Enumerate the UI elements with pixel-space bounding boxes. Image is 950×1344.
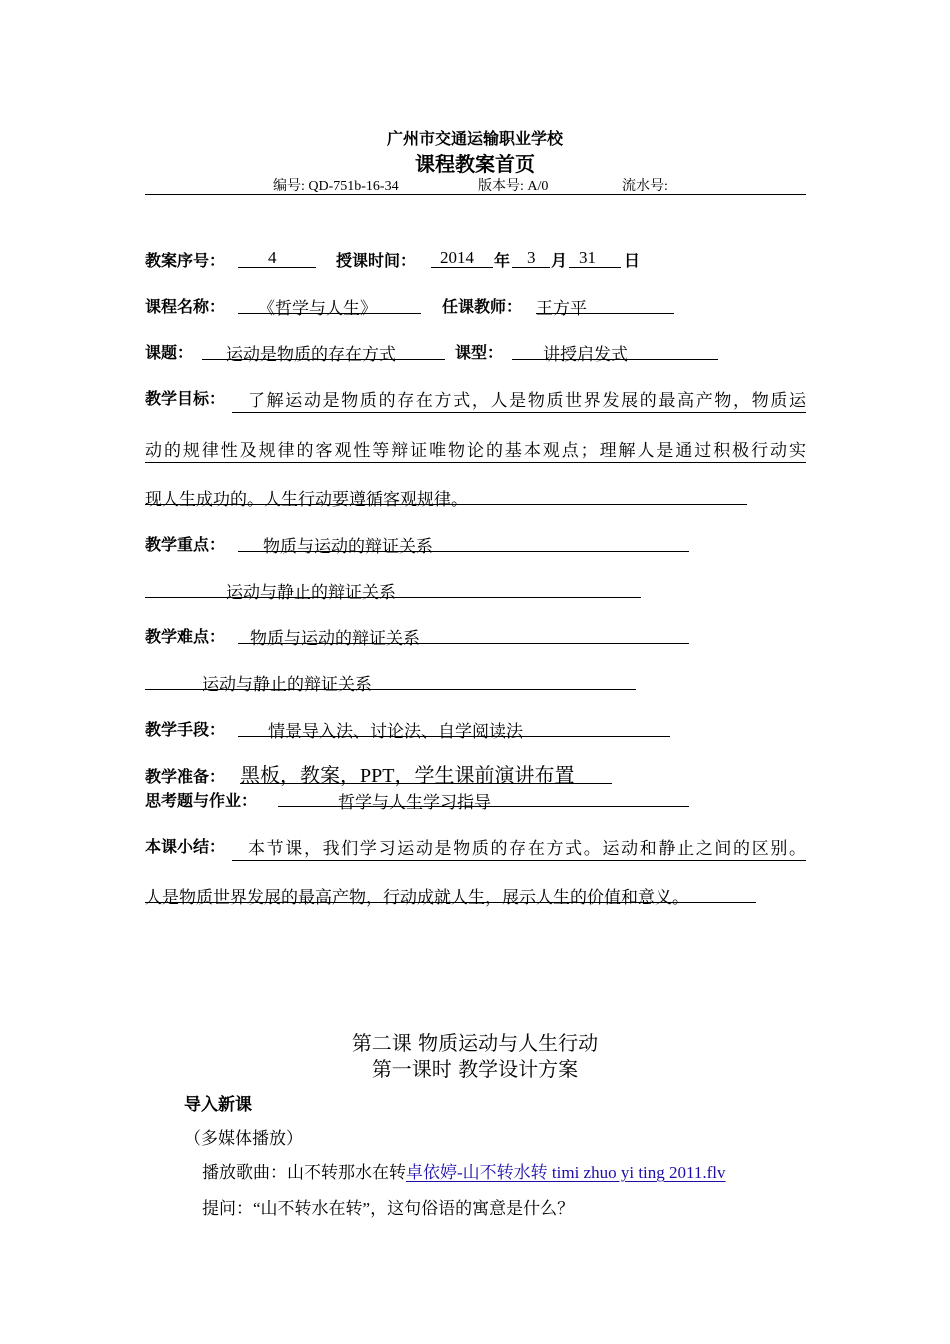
code-value: QD-751b-16-34: [308, 179, 399, 194]
teacher-value: 王方平: [536, 299, 587, 318]
hw-underline: [278, 806, 689, 807]
question-line: 提问：“山不转水在转”，这句俗语的寓意是什么？: [202, 1199, 575, 1218]
means-label: 教学手段：: [145, 720, 226, 739]
goal-line-1: 了解运动是物质的存在方式，人是物质世界发展的最高产物，物质运: [232, 386, 806, 413]
topic-underline: [202, 359, 445, 360]
summary-line-2: 人是物质世界发展的最高产物，行动成就人生，展示人生的价值和意义。: [145, 888, 689, 907]
month-value: 3: [527, 248, 536, 267]
seq-label: 教案序号：: [145, 251, 226, 270]
code-line: [273, 175, 399, 195]
diff-line-2-underline: [145, 689, 636, 690]
prep-label: 教学准备：: [145, 767, 226, 786]
key-line-1-underline: [238, 551, 689, 552]
type-value: 讲授启发式: [543, 345, 628, 364]
song-line: [202, 1158, 726, 1183]
seq-value: 4: [268, 248, 277, 267]
topic-label: 课题：: [145, 343, 194, 362]
month-label: 月: [551, 251, 568, 270]
key-label: 教学重点：: [145, 535, 226, 554]
year-label: 年: [494, 251, 511, 270]
year-value: 2014: [440, 248, 474, 267]
serial-label: 流水号:: [622, 179, 668, 194]
design-title-2: 第一课时 教学设计方案: [371, 1057, 579, 1081]
media-note: （多媒体播放）: [184, 1129, 303, 1148]
diff-line-1: 物质与运动的辩证关系: [250, 629, 420, 648]
teacher-label: 任课教师：: [442, 297, 523, 316]
month-underline: [512, 267, 550, 268]
day-underline: [569, 267, 621, 268]
summary-label: 本课小结：: [145, 837, 226, 856]
song-link[interactable]: 卓依婷-山不转水转 timi zhuo yi ting 2011.flv: [406, 1163, 726, 1182]
section-heading: 导入新课: [184, 1095, 252, 1115]
seq-underline: [238, 267, 316, 268]
year-underline: [431, 267, 493, 268]
teacher-underline: [536, 313, 674, 314]
version-line: [478, 175, 548, 195]
header-divider: [145, 194, 806, 195]
course-label: 课程名称：: [145, 297, 226, 316]
design-title-1: 第二课 物质运动与人生行动: [351, 1031, 599, 1055]
key-line-2: 运动与静止的辩证关系: [226, 583, 396, 602]
prep-value: 黑板，教案，PPT，学生课前演讲布置: [240, 765, 575, 787]
school-name: 广州市交通运输职业学校: [386, 129, 563, 148]
song-prefix: 播放歌曲：山不转那水在转: [202, 1163, 406, 1182]
code-label: 编号:: [273, 179, 305, 194]
means-underline: [238, 736, 670, 737]
means-value: 情景导入法、讨论法、自学阅读法: [268, 722, 523, 741]
goal-line-3: 现人生成功的。人生行动要遵循客观规律。: [145, 490, 468, 509]
day-label: 日: [624, 251, 641, 270]
goal-line-2: 动的规律性及规律的客观性等辩证唯物论的基本观点；理解人是通过积极行动实: [145, 436, 806, 463]
key-line-1: 物质与运动的辩证关系: [263, 537, 433, 556]
version-label: 版本号:: [478, 179, 524, 194]
topic-value: 运动是物质的存在方式: [226, 345, 396, 364]
day-value: 31: [579, 248, 596, 267]
hw-value: 哲学与人生学习指导: [338, 793, 491, 812]
summary-line-1: 本节课，我们学习运动是物质的存在方式。运动和静止之间的区别。: [232, 834, 806, 861]
course-value: 《哲学与人生》: [258, 299, 377, 318]
prep-underline: [240, 783, 612, 784]
diff-line-1-underline: [238, 643, 689, 644]
version-value: A/0: [527, 179, 549, 194]
course-underline: [238, 313, 421, 314]
hw-label: 思考题与作业：: [145, 791, 258, 810]
type-underline: [512, 359, 718, 360]
time-label: 授课时间：: [336, 251, 417, 270]
diff-label: 教学难点：: [145, 627, 226, 646]
key-line-2-underline: [145, 597, 641, 598]
diff-line-2: 运动与静止的辩证关系: [202, 675, 372, 694]
summary-line-2-underline: [145, 902, 756, 903]
type-label: 课型：: [455, 343, 504, 362]
goal-label: 教学目标：: [145, 389, 226, 408]
goal-line-3-underline: [145, 504, 747, 505]
document-title: 课程教案首页: [415, 152, 535, 176]
